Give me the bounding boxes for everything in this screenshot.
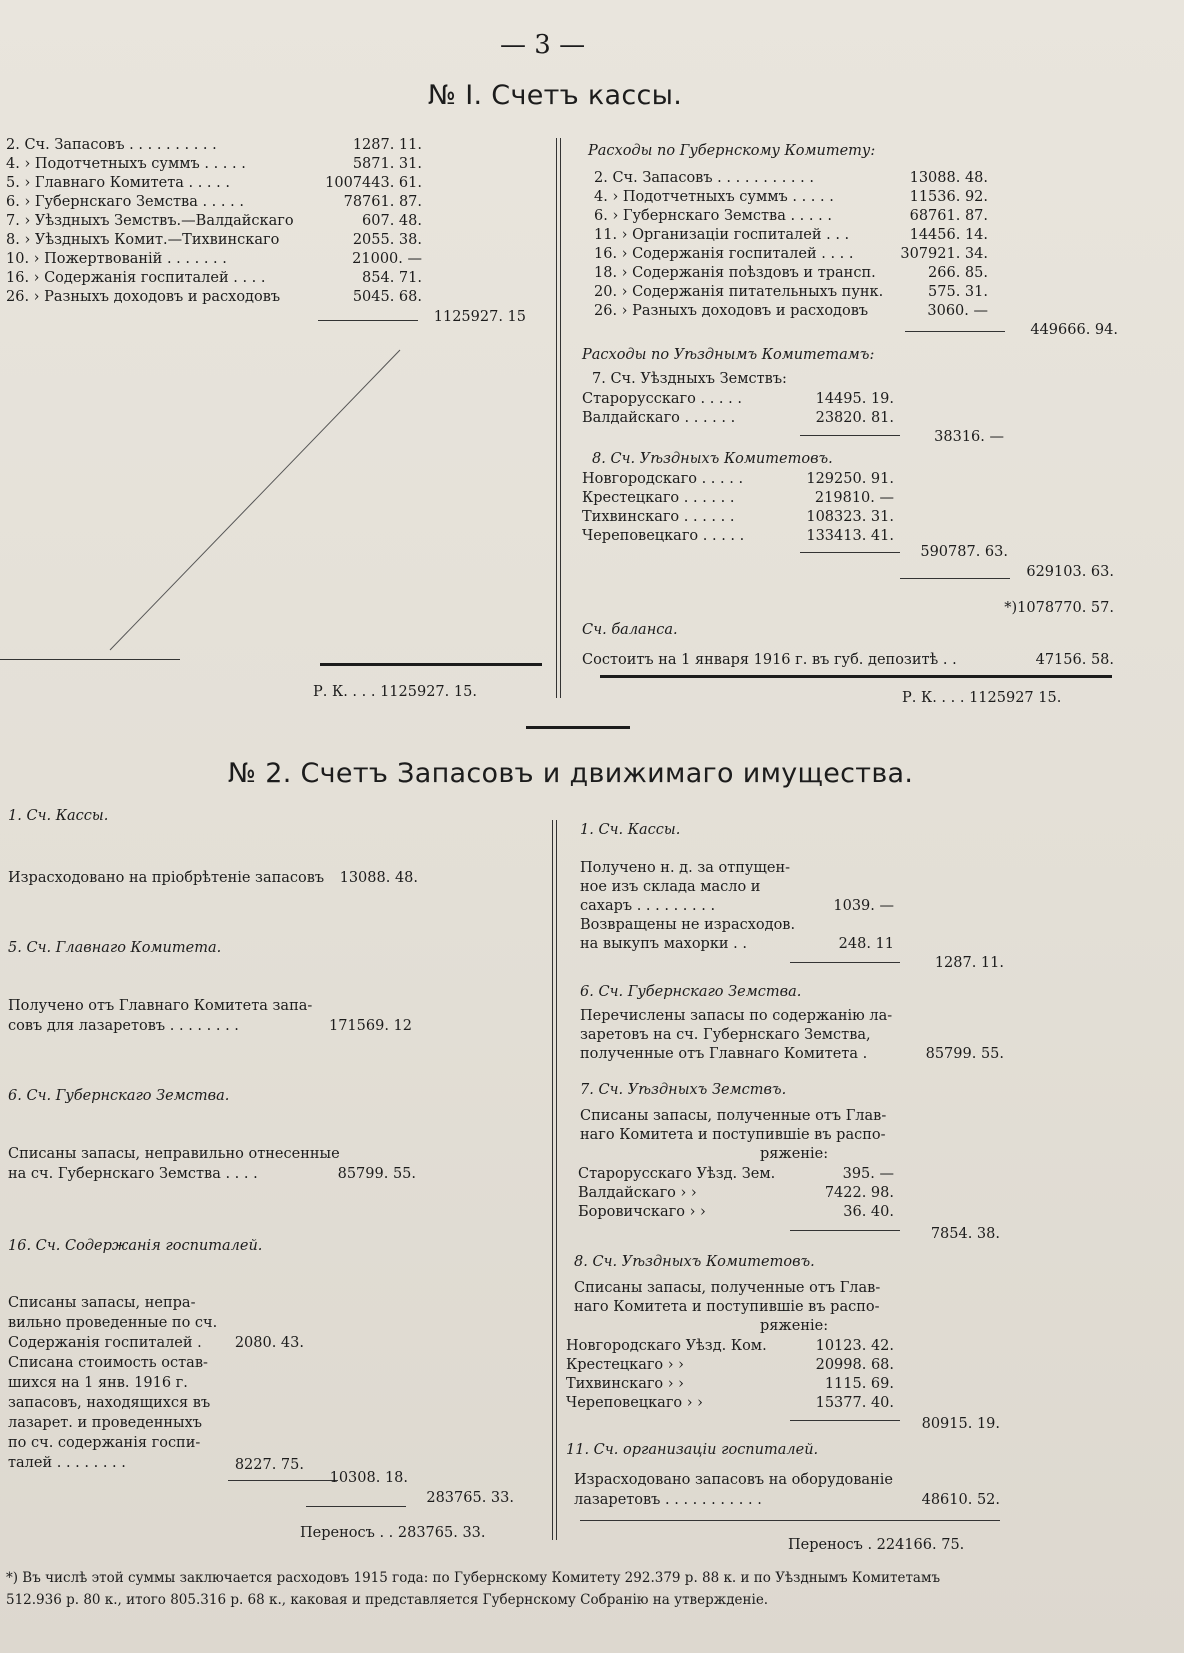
balance-text: Состоитъ на 1 января 1916 г. въ губ. депозитѣ . . <box>582 652 957 668</box>
r1-line: сахаръ . . . . . . . . . <box>580 898 716 914</box>
list-item: 26. › Разныхъ доходовъ и расходовъ <box>6 289 281 305</box>
r1-amount-2: 248. 11 <box>838 936 894 952</box>
l4-line: Списана стоимость остав- <box>8 1355 208 1371</box>
list-item-amount: 1115. 69. <box>824 1376 894 1392</box>
footnote-line-1: *) Въ числѣ этой суммы заключается расходовъ 1915 года: по Губернскому Комитету 292.379 р. 88 к. и по Уѣзднымъ Комитетамъ <box>6 1570 941 1586</box>
cancel-stroke <box>100 340 420 660</box>
list-item-amount: 266. 85. <box>928 265 988 281</box>
list-item-amount: 3060. — <box>927 303 988 319</box>
list-item-amount: 1287. 11. <box>352 137 422 153</box>
r4-total: 80915. 19. <box>921 1416 1000 1432</box>
list-item: 10. › Пожертвованій . . . . . . . <box>6 251 227 267</box>
list-item: Новгородскаго Уѣзд. Ком. <box>566 1338 767 1354</box>
l1-heading: 1. Сч. Кассы. <box>8 808 109 824</box>
list-item: Тихвинскаго › › <box>566 1376 684 1392</box>
column-divider <box>560 138 561 698</box>
list-item-amount: 36. 40. <box>843 1204 894 1220</box>
column-divider <box>556 820 557 1540</box>
l1-text: Израсходовано на пріобрѣтеніе запасовъ <box>8 870 325 886</box>
list-item-amount: 395. — <box>842 1166 894 1182</box>
list-item: Череповецкаго › › <box>566 1395 703 1411</box>
list-item: 16. › Содержанія госпиталей . . . . <box>594 246 854 262</box>
page-number: — 3 — <box>500 30 586 60</box>
r2-heading: 6. Сч. Губернскаго Земства. <box>580 984 802 1000</box>
r3-line: Списаны запасы, полученные отъ Глав- <box>580 1108 887 1124</box>
subtotal-rule <box>318 320 418 321</box>
r1-heading: 1. Сч. Кассы. <box>580 822 681 838</box>
list-item-amount: 68761. 87. <box>909 208 988 224</box>
subtotal-rule <box>790 1230 900 1231</box>
subtotal-rule <box>790 962 900 963</box>
subtotal-rule <box>790 1420 900 1421</box>
right-carry-forward: Переносъ . 224166. 75. <box>788 1537 965 1553</box>
account-2-left-total: 283765. 33. <box>426 1490 514 1506</box>
list-item: 20. › Содержанія питательныхъ пунк. <box>594 284 884 300</box>
list-item: 7. › Уѣздныхъ Земствъ.—Валдайскаго <box>6 213 294 229</box>
list-item: 16. › Содержанія госпиталей . . . . <box>6 270 266 286</box>
subtotal-rule <box>900 578 1010 579</box>
account-1-right-rk: Р. К. . . . 1125927 15. <box>902 690 1062 706</box>
list-item: Старорусскаго Уѣзд. Зем. <box>578 1166 776 1182</box>
column-divider <box>556 138 557 698</box>
uezd-kom-total: 590787. 63. <box>920 544 1008 560</box>
gub-total: 449666. 94. <box>1030 322 1118 338</box>
r1-amount-1: 1039. — <box>833 898 894 914</box>
uezd-zemstv-total: 38316. — <box>934 429 1004 445</box>
list-item: Боровичскаго › › <box>578 1204 706 1220</box>
r3-line: ряженіе: <box>760 1146 829 1162</box>
r5-heading: 11. Сч. организаціи госпиталей. <box>566 1442 819 1458</box>
subtotal-rule <box>905 331 1005 332</box>
list-item-amount: 23820. 81. <box>815 410 894 426</box>
balance-heading: Сч. баланса. <box>582 622 678 638</box>
r4-line: ряженіе: <box>760 1318 829 1334</box>
r2-amount: 85799. 55. <box>925 1046 1004 1062</box>
list-item-amount: 10123. 42. <box>815 1338 894 1354</box>
list-item: 2. Сч. Запасовъ . . . . . . . . . . <box>6 137 217 153</box>
total-rule <box>320 663 542 666</box>
list-item: Новгородскаго . . . . . <box>582 471 744 487</box>
list-item-amount: 607. 48. <box>362 213 422 229</box>
l2-text: Получено отъ Главнаго Комитета запа- <box>8 998 313 1014</box>
list-item-amount: 14456. 14. <box>909 227 988 243</box>
l2-amount: 171569. 12 <box>328 1018 412 1034</box>
balance-amount: 47156. 58. <box>1035 652 1114 668</box>
r1-line: на выкупъ махорки . . <box>580 936 747 952</box>
list-item-amount: 133413. 41. <box>806 528 894 544</box>
l3-heading: 6. Сч. Губернскаго Земства. <box>8 1088 230 1104</box>
list-item-amount: 78761. 87. <box>343 194 422 210</box>
list-item-amount: 5045. 68. <box>352 289 422 305</box>
r2-line: заретовъ на сч. Губернскаго Земства, <box>580 1027 871 1043</box>
l4-total: 10308. 18. <box>329 1470 408 1486</box>
l4-heading: 16. Сч. Содержанія госпиталей. <box>8 1238 263 1254</box>
list-item-amount: 11536. 92. <box>909 189 988 205</box>
l4-line: по сч. содержанія госпи- <box>8 1435 201 1451</box>
uezd-kom-label: 8. Сч. Уѣздныхъ Комитетовъ. <box>592 451 833 467</box>
l4-line: лазарет. и проведенныхъ <box>8 1415 202 1431</box>
list-item-amount: 15377. 40. <box>815 1395 894 1411</box>
list-item-amount: 854. 71. <box>362 270 422 286</box>
section-separator <box>526 726 630 729</box>
list-item: 5. › Главнаго Комитета . . . . . <box>6 175 230 191</box>
r3-total: 7854. 38. <box>930 1226 1000 1242</box>
r1-line: ное изъ склада масло и <box>580 879 761 895</box>
l4-line: Списаны запасы, непра- <box>8 1295 196 1311</box>
list-item-amount: 307921. 34. <box>900 246 988 262</box>
r1-line: Возвращены не израсходов. <box>580 917 796 933</box>
list-item-amount: 5871. 31. <box>352 156 422 172</box>
subtotal-rule <box>228 1480 338 1481</box>
list-item: 6. › Губернскаго Земства . . . . . <box>6 194 244 210</box>
list-item-amount: 7422. 98. <box>824 1185 894 1201</box>
uezd-zemstv-label: 7. Сч. Уѣздныхъ Земствъ: <box>592 371 787 387</box>
gub-heading: Расходы по Губернскому Комитету: <box>588 143 876 159</box>
uezd-heading: Расходы по Уѣзднымъ Комитетамъ: <box>582 347 875 363</box>
column-divider <box>552 820 553 1540</box>
footnote-line-2: 512.936 р. 80 к., итого 805.316 р. 68 к., каковая и представляется Губернскому Собранію на утвержденіе. <box>6 1592 769 1608</box>
r2-line: полученные отъ Главнаго Комитета . <box>580 1046 868 1062</box>
r3-line: наго Комитета и поступившіе въ распо- <box>580 1127 886 1143</box>
r5-line: лазаретовъ . . . . . . . . . . . <box>574 1492 762 1508</box>
list-item-amount: 13088. 48. <box>909 170 988 186</box>
list-item-amount: 2055. 38. <box>352 232 422 248</box>
l4-line: Содержанія госпиталей . <box>8 1335 202 1351</box>
r1-total: 1287. 11. <box>934 955 1004 971</box>
l4-line: вильно проведенные по сч. <box>8 1315 218 1331</box>
account-1-left-total: 1125927. 15 <box>433 309 526 325</box>
account-1-left-rk: Р. К. . . . 1125927. 15. <box>313 684 477 700</box>
list-item: Крестецкаго . . . . . . <box>582 490 735 506</box>
grand-total: *)1078770. 57. <box>1004 600 1114 616</box>
r3-heading: 7. Сч. Уѣздныхъ Земствъ. <box>580 1082 787 1098</box>
list-item: Череповецкаго . . . . . <box>582 528 745 544</box>
l3-text: Списаны запасы, неправильно отнесенные <box>8 1146 340 1162</box>
list-item: Тихвинскаго . . . . . . <box>582 509 735 525</box>
l3-amount: 85799. 55. <box>337 1166 416 1182</box>
r1-line: Получено н. д. за отпущен- <box>580 860 791 876</box>
list-item: Валдайскаго . . . . . . <box>582 410 736 426</box>
margin-rule <box>0 659 180 660</box>
account-2-title: № 2. Счетъ Запасовъ и движимаго имущества. <box>228 758 914 789</box>
list-item-amount: 14495. 19. <box>815 391 894 407</box>
account-1-title: № I. Счетъ кассы. <box>428 80 683 111</box>
l3-text: на сч. Губернскаго Земства . . . . <box>8 1166 258 1182</box>
list-item-amount: 108323. 31. <box>806 509 894 525</box>
list-item: 8. › Уѣздныхъ Комит.—Тихвинскаго <box>6 232 280 248</box>
l4-amount-2: 8227. 75. <box>234 1457 304 1473</box>
r2-line: Перечислены запасы по содержанію ла- <box>580 1008 893 1024</box>
l4-amount-1: 2080. 43. <box>234 1335 304 1351</box>
list-item: 6. › Губернскаго Земства . . . . . <box>594 208 832 224</box>
list-item-amount: 1007443. 61. <box>325 175 422 191</box>
subtotal-rule <box>800 552 900 553</box>
list-item-amount: 129250. 91. <box>806 471 894 487</box>
l4-line: талей . . . . . . . . <box>8 1455 126 1471</box>
r5-line: Израсходовано запасовъ на оборудованіе <box>574 1472 893 1488</box>
subtotal-rule <box>580 1520 1000 1521</box>
list-item-amount: 575. 31. <box>928 284 988 300</box>
list-item: Валдайскаго › › <box>578 1185 697 1201</box>
list-item-amount: 219810. — <box>814 490 894 506</box>
list-item: 4. › Подотчетныхъ суммъ . . . . . <box>6 156 246 172</box>
list-item: 26. › Разныхъ доходовъ и расходовъ <box>594 303 869 319</box>
list-item: 2. Сч. Запасовъ . . . . . . . . . . . <box>594 170 814 186</box>
r4-heading: 8. Сч. Уѣздныхъ Комитетовъ. <box>574 1254 815 1270</box>
l1-amount: 13088. 48. <box>339 870 418 886</box>
list-item: 4. › Подотчетныхъ суммъ . . . . . <box>594 189 834 205</box>
list-item-amount: 21000. — <box>352 251 422 267</box>
r4-line: Списаны запасы, полученные отъ Глав- <box>574 1280 881 1296</box>
total-rule <box>600 675 1112 678</box>
list-item: 11. › Организаціи госпиталей . . . <box>594 227 850 243</box>
l2-text: совъ для лазаретовъ . . . . . . . . <box>8 1018 239 1034</box>
subtotal-rule <box>800 435 900 436</box>
r4-line: наго Комитета и поступившіе въ распо- <box>574 1299 880 1315</box>
r5-amount: 48610. 52. <box>921 1492 1000 1508</box>
left-carry-forward: Переносъ . . 283765. 33. <box>300 1525 486 1541</box>
l4-line: запасовъ, находящихся въ <box>8 1395 211 1411</box>
list-item: Старорусскаго . . . . . <box>582 391 742 407</box>
subtotal-rule <box>306 1506 406 1507</box>
uezd-total: 629103. 63. <box>1026 564 1114 580</box>
list-item-amount: 20998. 68. <box>815 1357 894 1373</box>
l2-heading: 5. Сч. Главнаго Комитета. <box>8 940 222 956</box>
list-item: 18. › Содержанія поѣздовъ и трансп. <box>594 265 876 281</box>
list-item: Крестецкаго › › <box>566 1357 684 1373</box>
l4-line: шихся на 1 янв. 1916 г. <box>8 1375 188 1391</box>
